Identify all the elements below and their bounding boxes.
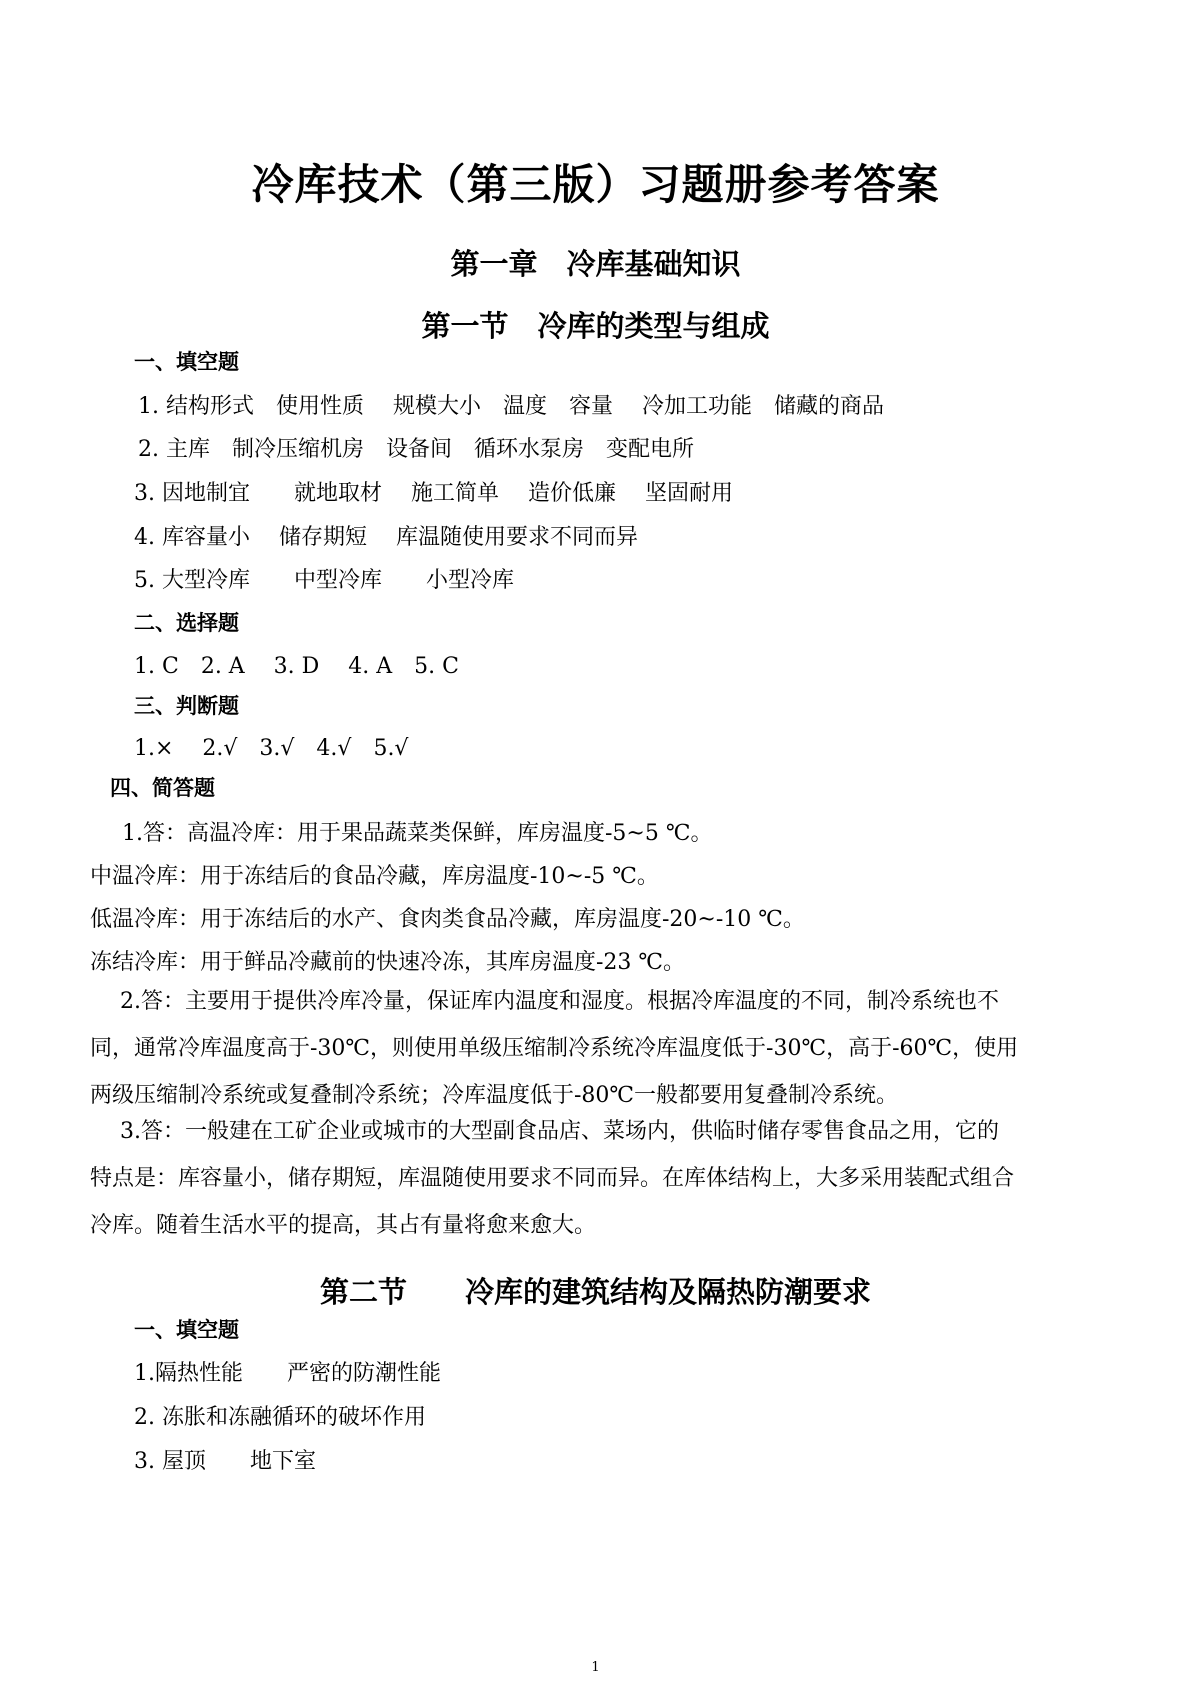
chapter-title: 第一章 冷库基础知识: [450, 247, 741, 281]
fill-answer-2: 2. 主库 制冷压缩机房 设备间 循环水泵房 变配电所: [138, 437, 694, 462]
section-2-fill-heading: 一、填空题: [134, 1318, 239, 1342]
short-answer-2: 2.答：主要用于提供冷库冷量，保证库内温度和湿度。根据冷库温度的不同，制冷系统也不同，通常冷库温度高于-30℃，则使用单级压缩制冷系统冷库温度低于-30℃，高于-60℃，使用两级压缩制冷系统或复叠制冷系统；冷库温度低于-80℃一般都要用复叠制冷系统。: [90, 989, 1019, 1108]
short-answer-1-line-4: 冻结冷库：用于鲜品冷藏前的快速冷冻，其库房温度-23 ℃。: [90, 950, 686, 975]
section-1-title: 第一节 冷库的类型与组成: [421, 309, 770, 343]
section-2-title: 第二节 冷库的建筑结构及隔热防潮要求: [319, 1275, 871, 1309]
section-2-fill-answer-1: 1.隔热性能 严密的防潮性能: [134, 1361, 441, 1386]
short-answer-3: 3.答：一般建在工矿企业或城市的大型副食品店、菜场内，供临时储存零售食品之用，它的特点是：库容量小，储存期短，库温随使用要求不同而异。在库体结构上，大多采用装配式组合冷库。随着生活水平的提高，其占有量将愈来愈大。: [90, 1119, 1015, 1238]
document-title: 冷库技术（第三版）习题册参考答案: [251, 160, 940, 209]
section-2-fill-answer-2: 2. 冻胀和冻融循环的破坏作用: [134, 1405, 426, 1430]
section-1-short-heading: 四、简答题: [110, 776, 215, 800]
section-1-choice-heading: 二、选择题: [134, 611, 239, 635]
section-2-fill-answer-3: 3. 屋顶 地下室: [134, 1449, 316, 1474]
fill-answer-5: 5. 大型冷库 中型冷库 小型冷库: [134, 568, 514, 593]
short-answer-1-line-1: 1.答：高温冷库：用于果品蔬菜类保鲜，库房温度-5~5 ℃。: [122, 821, 713, 846]
fill-answer-3: 3. 因地制宜 就地取材 施工简单 造价低廉 坚固耐用: [134, 481, 733, 506]
fill-answer-4: 4. 库容量小 储存期短 库温随使用要求不同而异: [134, 525, 638, 550]
page-number: 1: [591, 1660, 600, 1675]
short-answer-1-line-2: 中温冷库：用于冻结后的食品冷藏，库房温度-10~-5 ℃。: [90, 864, 659, 889]
section-1-judge-heading: 三、判断题: [134, 694, 239, 718]
judge-answers: 1.× 2.√ 3.√ 4.√ 5.√: [134, 736, 409, 761]
choice-answers: 1. C 2. A 3. D 4. A 5. C: [134, 654, 459, 679]
fill-answer-1: 1. 结构形式 使用性质 规模大小 温度 容量 冷加工功能 储藏的商品: [138, 394, 884, 419]
short-answer-1-line-3: 低温冷库：用于冻结后的水产、食肉类食品冷藏，库房温度-20~-10 ℃。: [90, 907, 805, 932]
section-1-fill-heading: 一、填空题: [134, 350, 239, 374]
